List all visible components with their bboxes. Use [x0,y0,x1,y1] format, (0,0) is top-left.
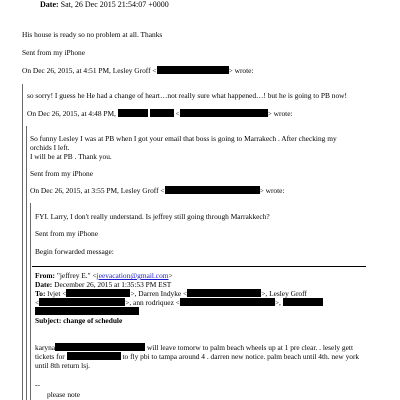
fwd-to: To: lvjet < >, Darren Indyke < >, Lesley Groff [35,289,307,298]
msg3-body-2: orchids I left. [30,143,70,152]
redaction-block [35,307,139,315]
msg4-body: FYI. Larry, I don't really understand. Is jeffrey still going through Marrakkech? [35,212,270,221]
fwd-to-continued: < >, ann rodriquez < >, [35,298,323,307]
fwd-from: From: "jeffrey E." <jeevacation@gmail.com> [35,271,173,280]
msg1-quote-intro: On Dec 26, 2015, at 4:51 PM, Lesley Groff < > wrote: [22,66,254,75]
final-body-line-2: tickets for to fly pbi to tampa around 4 . darren new notice. palm beach until 4th. new york [35,352,360,361]
redaction-block [283,298,323,306]
header-date [40,0,169,9]
msg2-body: so sorry! I guess he He had a change of heart…not really sure what happened…! but he is going to PB now! [27,91,347,100]
redaction-block [157,66,229,74]
redaction-block [39,298,125,306]
quote-bar-level-3 [30,203,31,400]
fwd-date: Date: December 26, 2015 at 1:35:53 PM EST [35,280,172,289]
redaction-block [165,186,260,194]
from-email-link[interactable]: jeevacation@gmail.com [96,271,169,280]
quote-bar-level-2 [26,126,27,400]
redaction-block [55,343,145,351]
msg3-quote-intro: On Dec 26, 2015, at 3:55 PM, Lesley Groff < > wrote: [30,186,285,195]
msg3-signature: Sent from my iPhone [30,169,94,178]
msg3-body-3: I will be at PB . Thank you. [30,152,112,161]
final-body-dash: -- [35,380,40,389]
redaction-block [67,352,121,360]
final-body-line-3: until 8th return lsj. [35,361,91,370]
fwd-to-continued-2 [35,307,139,316]
msg4-signature: Sent from my iPhone [35,229,99,238]
msg3-body-1: So funny Lesley I was at PB when I got your email that boss is going to Marrakech . After checking my [30,134,337,143]
redaction-block [180,109,268,117]
forwarded-header-rule [32,266,366,267]
quote-bar-level-1 [22,84,23,400]
redaction-block [66,289,130,297]
redaction-block [150,109,174,117]
redaction-block [118,109,148,117]
date-value: Sat, 26 Dec 2015 21:54:07 +0000 [60,0,169,9]
final-body-note: please note [47,390,81,399]
final-body-line-1: karyna will leave tomorw to palm beach wheels up at 1 pre clear. . lesely gett [35,343,354,352]
msg4-forwarded-intro: Begin forwarded message: [35,247,114,256]
date-label: Date: [40,0,59,9]
msg1-signature: Sent from my iPhone [22,48,86,57]
redaction-block [180,298,275,306]
msg1-body: His house is ready so no problem at all. Thanks [22,30,163,39]
redaction-block [187,289,261,297]
msg2-quote-intro: On Dec 26, 2015, at 4:48 PM, < > wrote: [27,109,293,118]
fwd-subject: Subject: change of schedule [35,316,123,325]
